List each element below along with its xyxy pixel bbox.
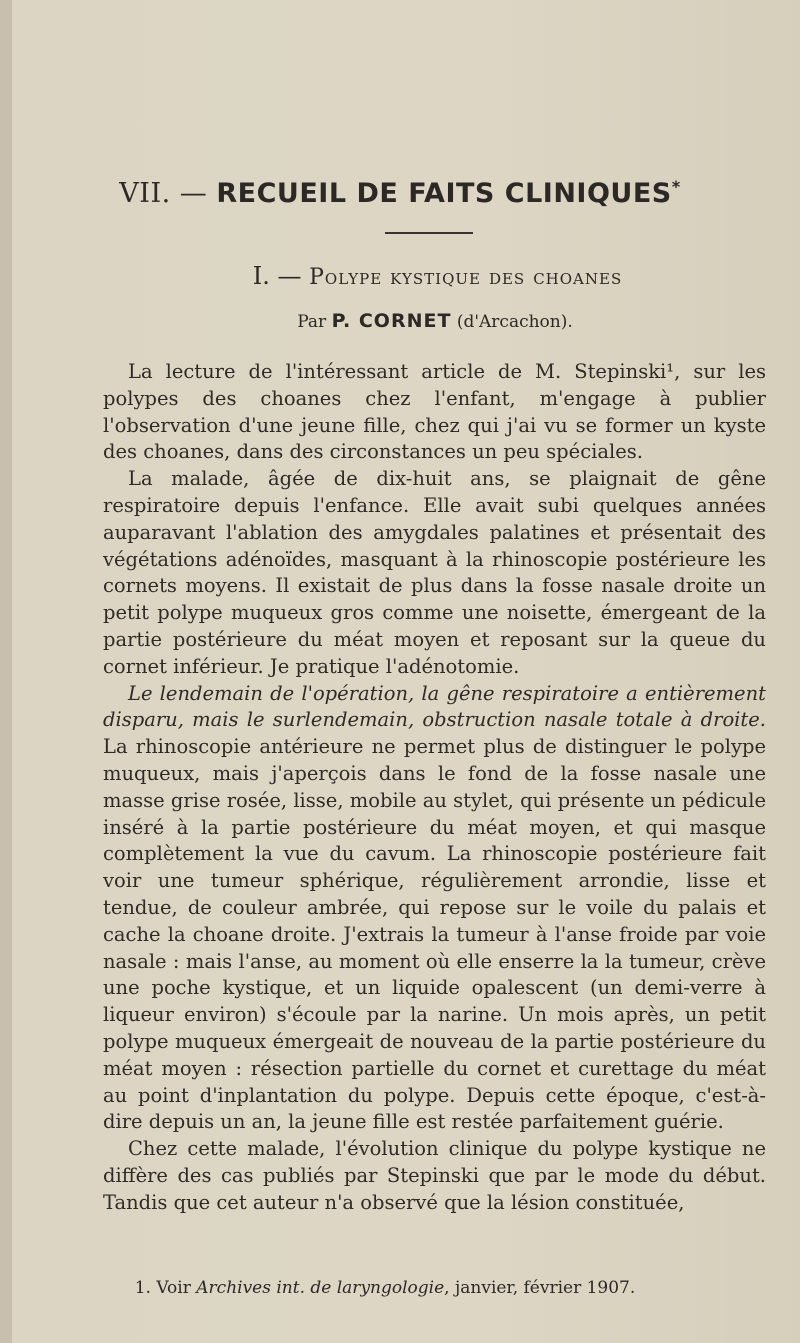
title-divider: [385, 232, 473, 234]
section-heading: [0, 178, 800, 209]
byline-prefix: Par: [297, 312, 332, 332]
paragraph: La malade, âgée de dix-huit ans, se plaignait de gêne respiratoire depuis l'enfance. Elle avait subi quelques années auparavant l'ablation des amygdales palatines et présentait des végétations adénoïdes, masquant à la rhinoscopie postérieure les cornets moyens. Il existait de plus dans la fosse nasale droite un petit polype muqueux gros comme une noisette, émergeant de la partie postérieure du méat moyen et reposant sur la queue du cornet inférieur. Je pratique l'adénotomie.: [103, 467, 766, 678]
paragraph-italic-lead: Le lendemain de l'opération, la gêne respiratoire a entièrement disparu, mais le surlendemain, obstruction nasale totale à droite.: [103, 681, 766, 732]
footnote: [0, 1278, 770, 1298]
footnote-number: 1. Voir: [134, 1278, 197, 1298]
article-title: Polype kystique des choanes: [309, 265, 623, 290]
section-title-mark: *: [671, 177, 681, 196]
byline: [0, 310, 800, 332]
footnote-date: , janvier, février 1907.: [444, 1278, 636, 1298]
paragraph: La lecture de l'intéressant article de M. Stepinski¹, sur les polypes des choanes chez l'enfant, m'engage à publier l'observation d'une jeune fille, chez qui j'ai vu se former un kyste des choanes, dans des circonstances un peu spéciales.: [103, 360, 766, 464]
article-body: [103, 359, 766, 1217]
section-title: RECUEIL DE FAITS CLINIQUES: [216, 178, 672, 209]
section-numeral: VII. —: [119, 178, 217, 209]
paragraph: Chez cette malade, l'évolution clinique du polype kystique ne diffère des cas publiés par Stepinski que par le mode du début. Tandis que cet auteur n'a observé que la lésion constituée,: [103, 1137, 766, 1214]
article-number: I. —: [252, 262, 310, 290]
article-heading: [0, 262, 800, 290]
author-place: (d'Arcachon).: [451, 312, 573, 332]
footnote-journal: Archives int. de laryngologie: [196, 1278, 445, 1298]
paragraph-text: La rhinoscopie antérieure ne permet plus de distinguer le polype muqueux, mais j'aperçois dans le fond de la fosse nasale une masse grise rosée, lisse, mobile au stylet, qui présente un pédicule inséré à la partie postérieure du méat moyen, et qui masque complètement la vue du cavum. La rhinoscopie postérieure fait voir une tumeur sphérique, régulièrement arrondie, lisse et tendue, de couleur ambrée, qui repose sur le voile du palais et cache la choane droite. J'extrais la tumeur à l'anse froide par voie nasale : mais l'anse, au moment où elle enserre la la tumeur, crève une poche kystique, et un liquide opalescent (un demi-verre à liqueur environ) s'écoule par la narine. Un mois après, un petit polype muqueux émergeait de nouveau de la partie postérieure du méat moyen : résection partielle du cornet et curettage du méat au point d'inplantation du polype. Depuis cette époque, c'est-à-dire depuis un an, la jeune fille est restée parfaitement guérie.: [103, 735, 766, 1134]
author-name: P. CORNET: [331, 310, 452, 332]
paragraph: [103, 681, 766, 1137]
